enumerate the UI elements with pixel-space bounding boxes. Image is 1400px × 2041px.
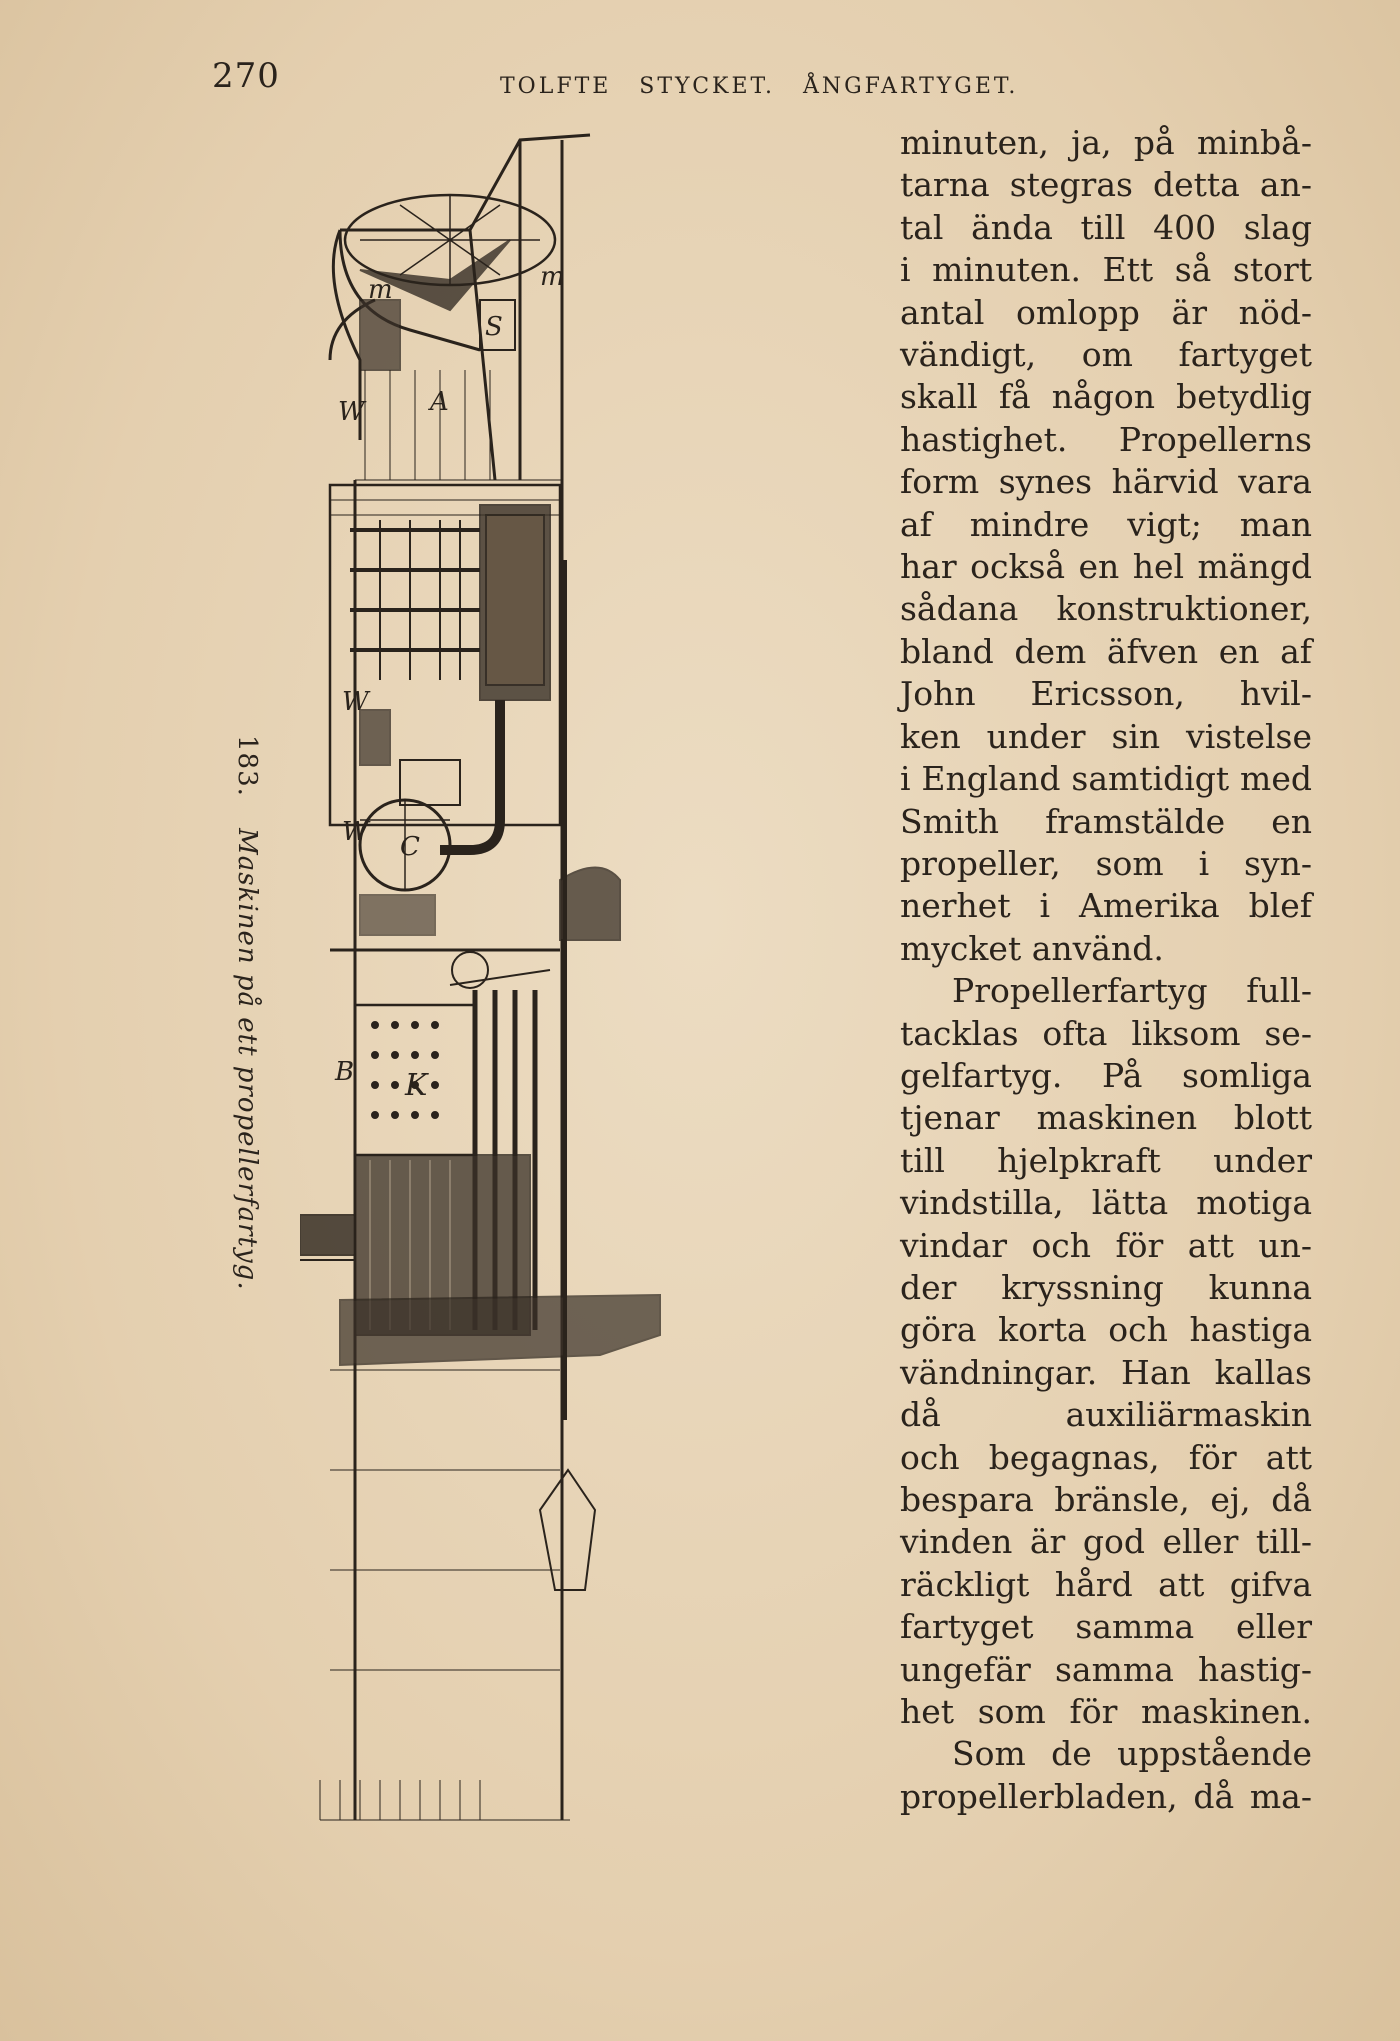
text-line: sådana konstruktioner, xyxy=(900,589,1312,629)
text-line: vinden är god eller till- xyxy=(900,1522,1312,1562)
text-line: göra korta och hastiga xyxy=(900,1310,1312,1350)
text-line: bland dem äfven en af xyxy=(900,631,1312,671)
text-line: ken under sin vistelse xyxy=(900,716,1312,756)
text-line: till hjelpkraft under xyxy=(900,1140,1312,1180)
text-line: vändningar. Han kallas xyxy=(900,1352,1312,1392)
text-line: propellerbladen, då ma- xyxy=(900,1776,1312,1816)
text-line: vindstilla, lätta motiga xyxy=(900,1183,1312,1223)
page-number: 270 xyxy=(212,56,280,96)
text-line: har också en hel mängd xyxy=(900,547,1312,587)
text-line: räckligt hård att gifva xyxy=(900,1564,1312,1604)
text-line: vändigt, om fartyget xyxy=(900,335,1312,375)
body-text xyxy=(900,122,1312,1818)
engine-illustration xyxy=(300,120,860,1860)
caption-number: 183. xyxy=(232,735,262,797)
text-line: antal omlopp är nöd- xyxy=(900,292,1312,332)
running-head: TOLFTE STYCKET. ÅNGFARTYGET. xyxy=(500,74,1019,99)
text-line: fartyget samma eller xyxy=(900,1607,1312,1647)
text-line: tjenar maskinen blott xyxy=(900,1098,1312,1138)
text-line: vindar och för att un- xyxy=(900,1225,1312,1265)
text-line: ungefär samma hastig- xyxy=(900,1649,1312,1689)
text-line: het som för maskinen. xyxy=(900,1692,1312,1732)
text-line: minuten, ja, på minbå- xyxy=(900,123,1312,162)
text-line: tarna stegras detta an- xyxy=(900,165,1312,205)
text-line: Som de uppstående xyxy=(952,1734,1312,1774)
label-w1: W xyxy=(338,397,365,427)
label-c: C xyxy=(400,832,420,862)
text-line: Smith framstälde en xyxy=(900,801,1312,841)
label-w3: W xyxy=(342,817,369,847)
label-a: A xyxy=(430,387,449,417)
text-line: tacklas ofta liksom se- xyxy=(900,1013,1312,1053)
label-m2: m xyxy=(540,262,565,292)
text-line: af mindre vigt; man xyxy=(900,504,1312,544)
text-line: i minuten. Ett så stort xyxy=(900,250,1312,290)
text-line: mycket använd. xyxy=(900,928,1164,968)
text-line: skall få någon betydlig xyxy=(900,377,1312,417)
text-line: John Ericsson, hvil- xyxy=(900,674,1312,714)
engine-drawing xyxy=(300,120,860,1860)
text-line: propeller, som i syn- xyxy=(900,843,1312,883)
text-line: hastighet. Propellerns xyxy=(900,419,1312,459)
text-line: Propellerfartyg full- xyxy=(952,971,1312,1011)
text-line: form synes härvid vara xyxy=(900,462,1312,502)
text-line: då auxiliärmaskin xyxy=(900,1395,1312,1435)
caption-text: Maskinen på ett propellerfartyg. xyxy=(232,828,262,1291)
label-m1: m xyxy=(368,275,393,305)
text-line: bespara bränsle, ej, då xyxy=(900,1480,1312,1519)
label-s: S xyxy=(485,312,503,342)
text-line: nerhet i Amerika blef xyxy=(900,886,1312,926)
text-line: och begagnas, för att xyxy=(900,1437,1312,1477)
text-line: i England samtidigt med xyxy=(900,759,1312,799)
label-b: B xyxy=(335,1057,355,1087)
label-k: K xyxy=(405,1068,428,1103)
figure-caption xyxy=(232,735,262,1291)
text-line: der kryssning kunna xyxy=(900,1267,1312,1307)
label-w2: W xyxy=(342,687,369,717)
text-line: gelfartyg. På somliga xyxy=(900,1055,1312,1095)
text-line: tal ända till 400 slag xyxy=(900,207,1312,247)
